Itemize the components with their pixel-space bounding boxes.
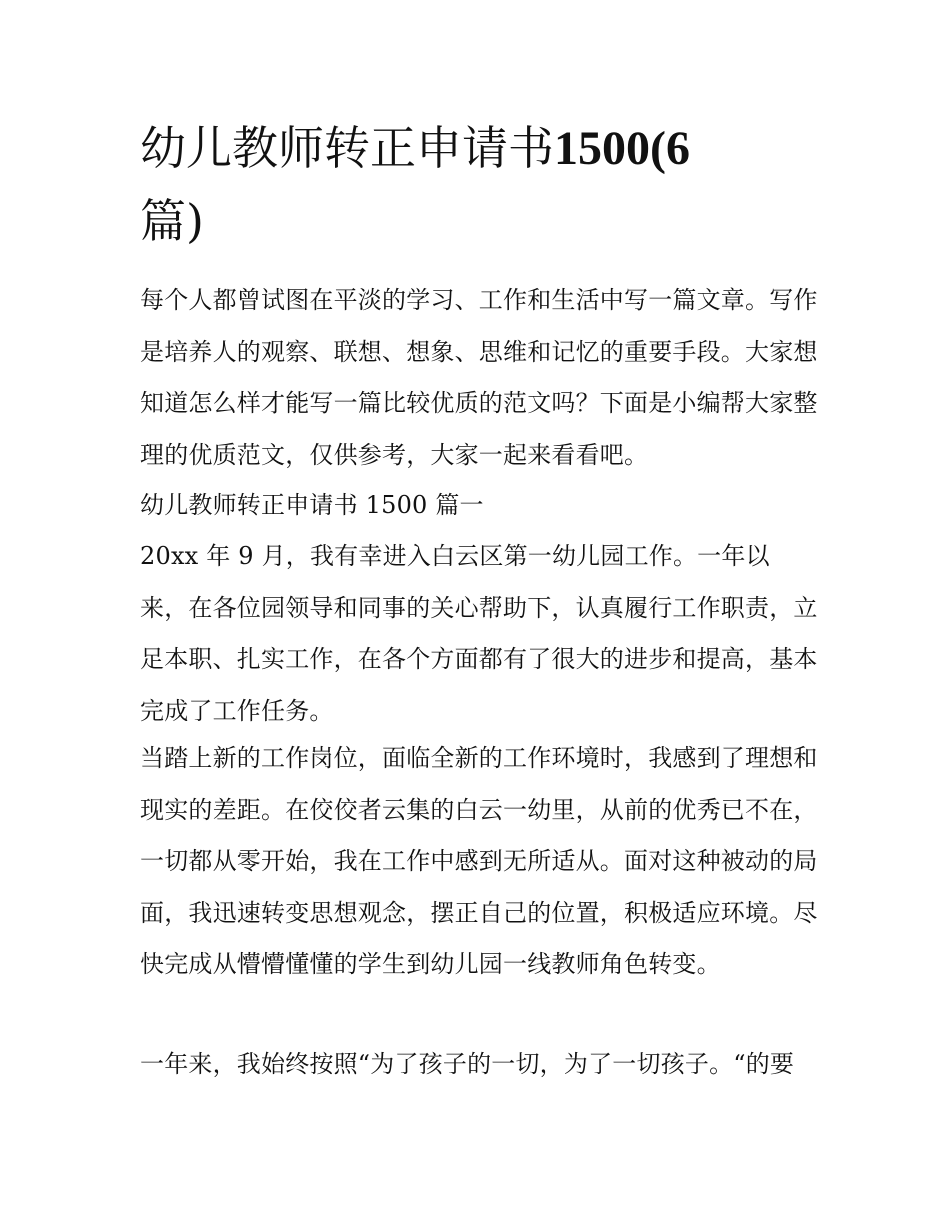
body-paragraph-1-line1: 20xx 年 9 月，我有幸进入白云区第一幼儿园工作。一年以 [140, 542, 770, 570]
title-suffix: 1500(6 [554, 122, 690, 175]
title-text: 幼儿教师转正申请书 [140, 121, 554, 175]
section-heading: 幼儿教师转正申请书 1500 篇一 [140, 491, 484, 519]
document-title [140, 112, 780, 257]
title-line2: 篇) [140, 194, 204, 248]
body-paragraph-1 [140, 531, 820, 737]
body-paragraph-1-rest: 来，在各位园领导和同事的关心帮助下，认真履行工作职责，立足本职、扎实工作，在各个方面都有了很大的进步和提高，基本完成了工作任务。 [140, 593, 818, 725]
intro-paragraph: 每个人都曾试图在平淡的学习、工作和生活中写一篇文章。写作是培养人的观察、联想、想象、思维和记忆的重要手段。大家想知道怎么样才能写一篇比较优质的范文吗？下面是小编帮大家整理的优质范文，仅供参考，大家一起来看看吧。 [140, 286, 818, 469]
body-paragraph-2: 当踏上新的工作岗位，面临全新的工作环境时，我感到了理想和现实的差距。在佼佼者云集的白云一幼里，从前的优秀已不在，一切都从零开始，我在工作中感到无所适从。面对这种被动的局面，我迅速转变思想观念，摆正自己的位置，积极适应环境。尽快完成从懵懵懂懂的学生到幼儿园一线教师角色转变。 [140, 744, 818, 978]
body-paragraph-3: 一年来，我始终按照“为了孩子的一切，为了一切孩子。“的要 [140, 1050, 795, 1078]
